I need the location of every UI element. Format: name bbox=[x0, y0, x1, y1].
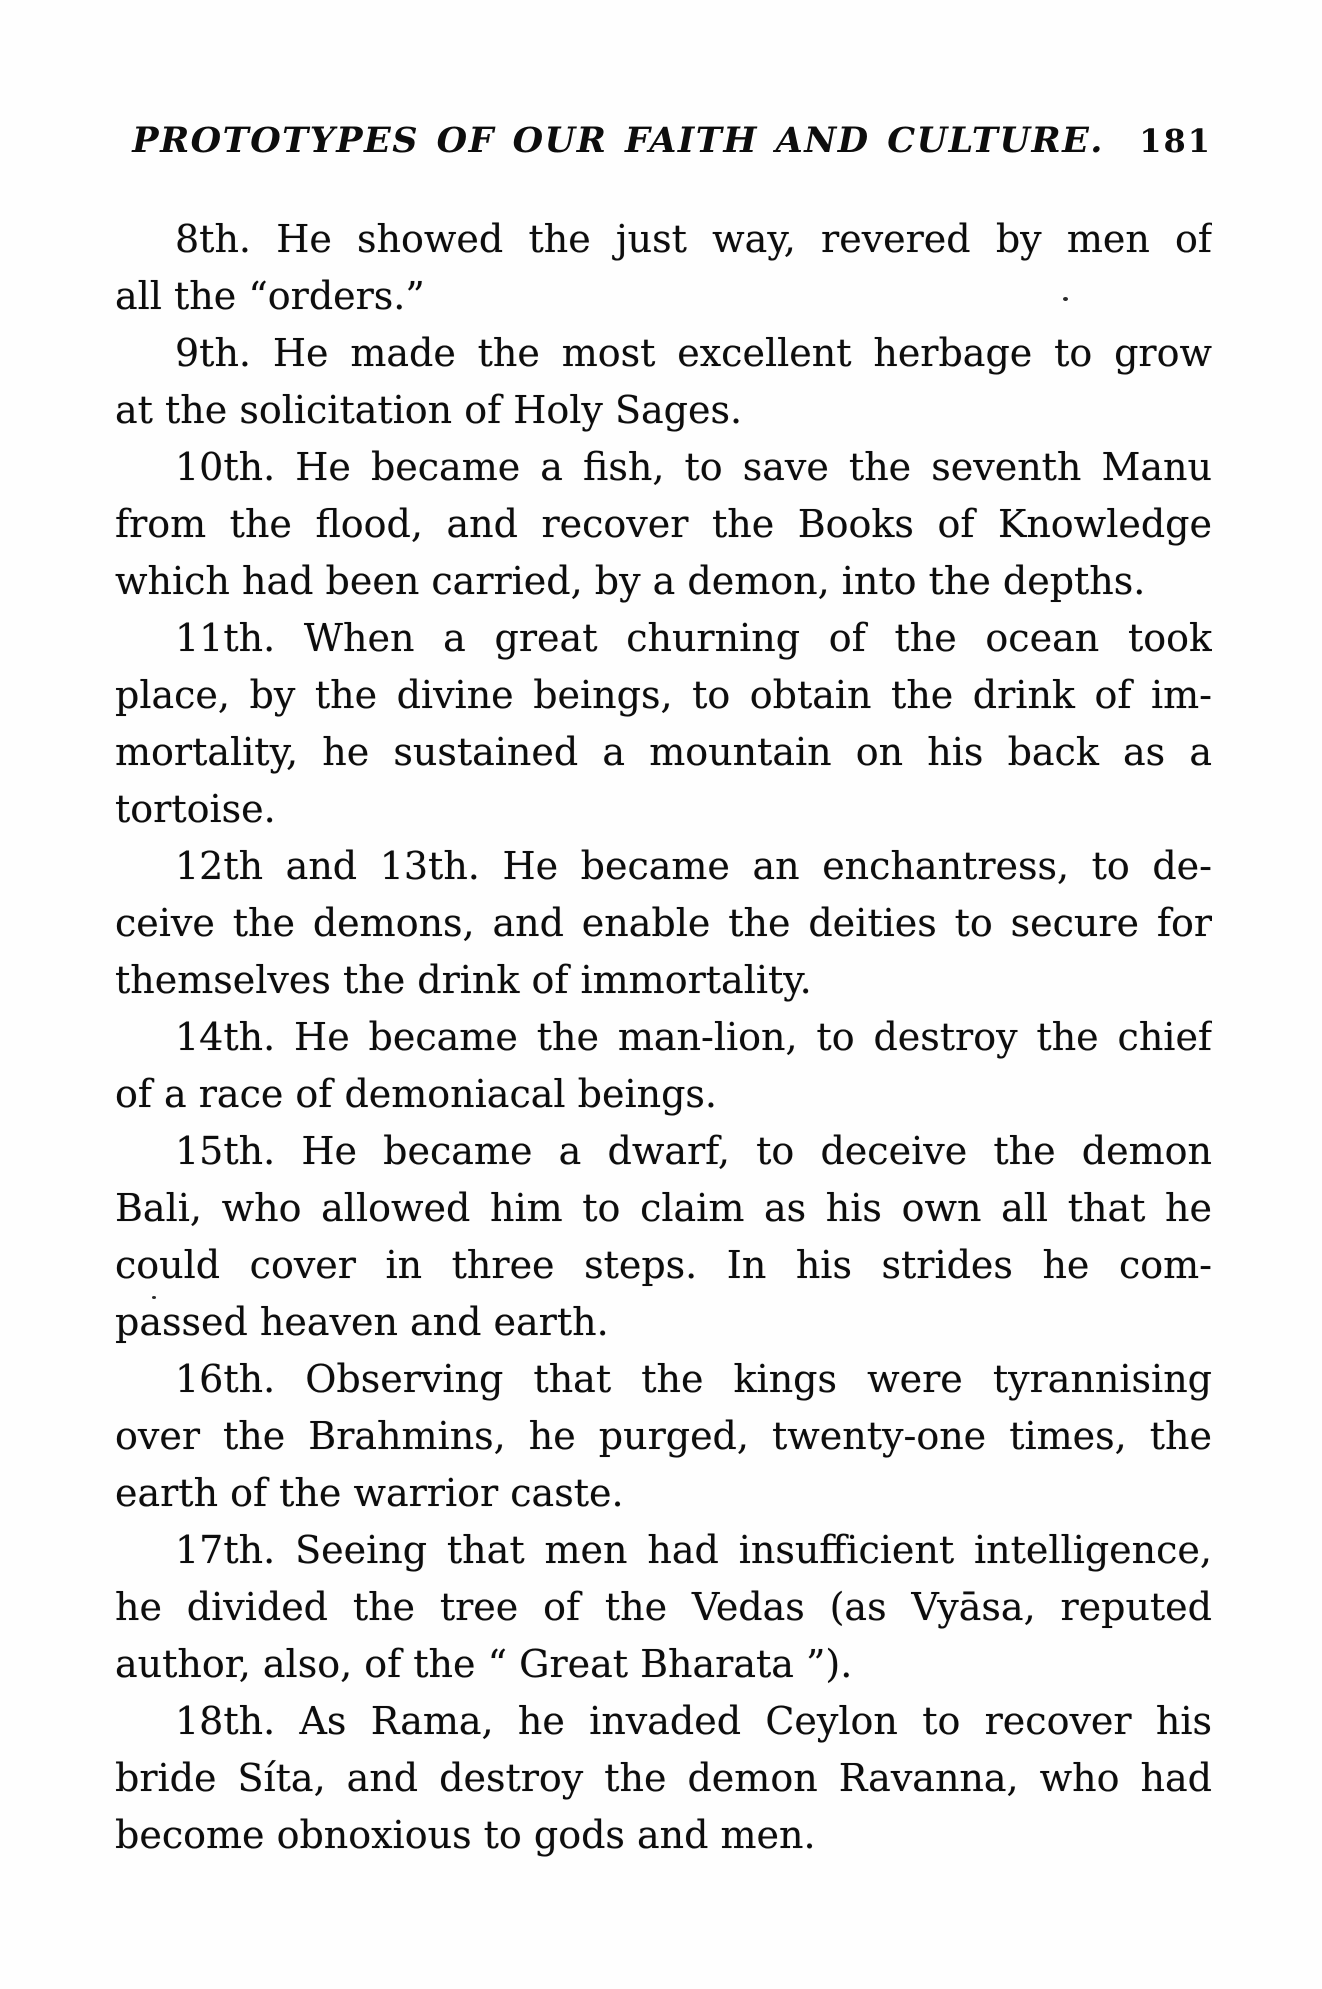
text-line: at the solicitation of Holy Sages. bbox=[115, 388, 743, 432]
text-line: 12th and 13th. He became an enchantress, to de- bbox=[175, 844, 1212, 888]
page-title: PROTOTYPES OF OUR FAITH AND CULTURE. bbox=[132, 120, 1104, 161]
paragraph bbox=[115, 1009, 1212, 1123]
text-line: over the Brahmins, he purged, twenty-one times, the bbox=[115, 1414, 1212, 1458]
text-line: earth of the warrior caste. bbox=[115, 1471, 624, 1515]
paragraph bbox=[115, 838, 1212, 1009]
text-line: themselves the drink of immortality. bbox=[115, 958, 812, 1002]
text-line: mortality, he sustained a mountain on his back as a bbox=[115, 730, 1212, 774]
text-line: become obnoxious to gods and men. bbox=[115, 1813, 816, 1857]
text-line: from the flood, and recover the Books of Knowledge bbox=[115, 502, 1212, 546]
text-line: 16th. Observing that the kings were tyrannising bbox=[175, 1357, 1212, 1401]
running-header bbox=[115, 118, 1212, 164]
text-line: 8th. He showed the just way, revered by men of bbox=[175, 217, 1212, 261]
paragraph bbox=[115, 1522, 1212, 1693]
text-line: all the “orders.” bbox=[115, 274, 425, 318]
text-line: 18th. As Rama, he invaded Ceylon to recover his bbox=[175, 1699, 1212, 1743]
text-body bbox=[115, 211, 1212, 1864]
text-line: ceive the demons, and enable the deities to secure for bbox=[115, 901, 1212, 945]
text-line: tortoise. bbox=[115, 787, 276, 831]
text-line: place, by the divine beings, to obtain the drink of im- bbox=[115, 673, 1212, 717]
text-line: passed heaven and earth. bbox=[115, 1300, 609, 1344]
text-line: Bali, who allowed him to claim as his own all that he bbox=[115, 1186, 1212, 1230]
text-line: 11th. When a great churning of the ocean took bbox=[175, 616, 1212, 660]
page-number: 181 bbox=[1139, 122, 1212, 160]
paragraph bbox=[115, 1693, 1212, 1864]
text-line: 15th. He became a dwarf, to deceive the demon bbox=[175, 1129, 1212, 1173]
text-line: 14th. He became the man-lion, to destroy the chief bbox=[175, 1015, 1212, 1059]
text-line: of a race of demoniacal beings. bbox=[115, 1072, 717, 1116]
paragraph bbox=[115, 610, 1212, 838]
text-line: 17th. Seeing that men had insufficient intelligence, bbox=[175, 1528, 1212, 1572]
text-line: author, also, of the “ Great Bharata ”). bbox=[115, 1642, 853, 1686]
text-line: could cover in three steps. In his strides he com- bbox=[115, 1243, 1212, 1287]
paragraph bbox=[115, 325, 1212, 439]
scan-speck bbox=[1063, 297, 1068, 301]
scan-speck bbox=[152, 1296, 156, 1299]
text-line: bride Síta, and destroy the demon Ravanna, who had bbox=[115, 1756, 1212, 1800]
paragraph bbox=[115, 439, 1212, 610]
text-line: which had been carried, by a demon, into the depths. bbox=[115, 559, 1146, 603]
text-line: 9th. He made the most excellent herbage to grow bbox=[175, 331, 1212, 375]
text-line: 10th. He became a fish, to save the seventh Manu bbox=[175, 445, 1212, 489]
paragraph bbox=[115, 1351, 1212, 1522]
text-line: he divided the tree of the Vedas (as Vyāsa, reputed bbox=[115, 1585, 1212, 1629]
paragraph bbox=[115, 1123, 1212, 1351]
paragraph bbox=[115, 211, 1212, 325]
